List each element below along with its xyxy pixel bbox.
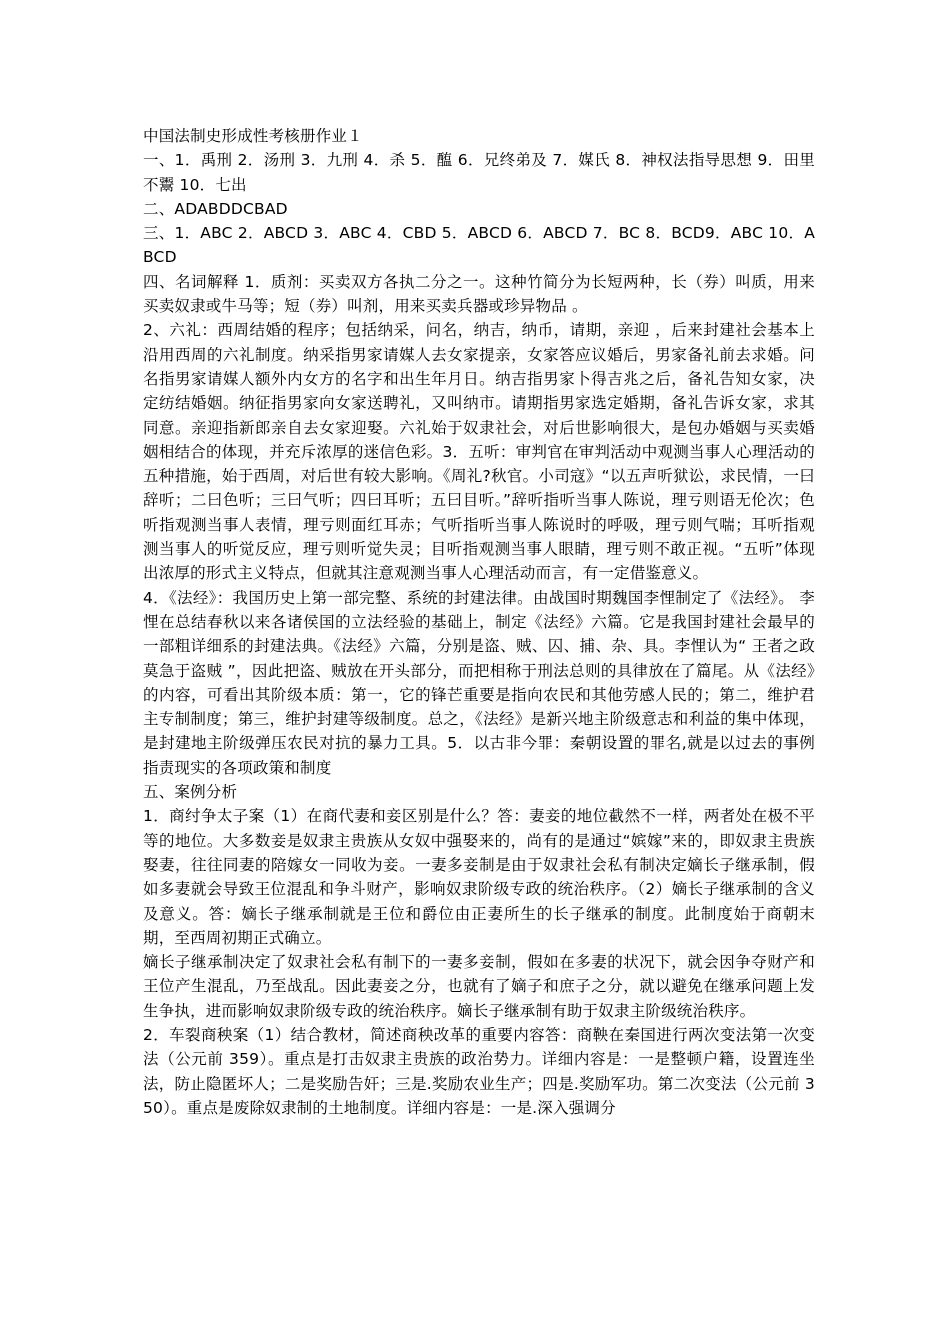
term-explanation-zhiji: 四、名词解释 1．质剂：买卖双方各执二分之一。这种竹简分为长短两种，长（券）叫质，用来买卖奴隶或牛马等；短（券）叫剂，用来买卖兵器或珍异物品 。	[143, 272, 815, 316]
case-analysis-shangzhou: 1．商纣争太子案（1）在商代妻和妾区别是什么？答：妻妾的地位截然不一样，两者处在极不平等的地位。大多数妾是奴隶主贵族从女奴中强娶来的，尚有的是通过“嫔嫁”来的，即奴隶主贵族娶妻，往往同妻的陪嫁女一同收为妾。一妻多妾制是由于奴隶社会私有制决定嫡长子继承制，假如多妻就会导致王位混乱和争斗财产，影响奴隶阶级专政的统治秩序。（2）嫡长子继承制的含义及意义。答：嫡长子继承制就是王位和爵位由正妻所生的长子继承的制度。此制度始于商朝末期，至西周初期正式确立。	[143, 807, 815, 947]
case-analysis-shangyang: 2．车裂商秧案（1）结合教材，简述商秧改革的重要内容答：商鞅在秦国进行两次变法第一次变法（公元前 359）。重点是打击奴隶主贵族的政治势力。详细内容是：一是整顿户籍，设置连坐法，防止隐匿坏人；二是奖励告奸；三是.奖励农业生产；四是.奖励军功。第二次变法（公元前 350）。重点是废除奴隶制的土地制度。详细内容是：一是.深入强调分	[143, 1025, 815, 1117]
section-heading-case-analysis: 五、案例分析	[143, 783, 238, 802]
document-body	[143, 124, 815, 1120]
answers-section-single-choice: 二、ADABDDCBAD	[143, 199, 288, 218]
term-explanation-liuli-wuting: 2、六礼：西周结婚的程序；包括纳采，问名，纳吉，纳币，请期，亲迎 ，后来封建社会基本上沿用西周的六礼制度。纳采指男家请媒人去女家提亲，女家答应议婚后，男家备礼前去求婚。问名指男家请媒人额外内女方的名字和出生年月日。纳吉指男家卜得吉兆之后，备礼告知女家，决定纺结婚姻。纳征指男家向女家送聘礼，又叫纳市。请期指男家选定婚期，备礼告诉女家，求其同意。亲迎指新郎亲自去女家迎娶。六礼始于奴隶社会，对后世影响很大，是包办婚姻与买卖婚姻相结合的体现，并充斥浓厚的迷信色彩。3．五听：审判官在审判活动中观测当事人心理活动的五种措施，始于西周，对后世有较大影响。《周礼?秋官。小司寇》“以五声听狱讼，求民情，一曰辞听；二曰色听；三曰气听；四曰耳听；五曰目听。”辞听指听当事人陈说，理亏则语无伦次；色听指观测当事人表情，理亏则面红耳赤；气听指听当事人陈说时的呼吸，理亏则气喘；耳听指观测当事人的听觉反应，理亏则听觉失灵；目听指观测当事人眼睛，理亏则不敢正视。“五听”体现出浓厚的形式主义特点，但就其注意观测当事人心理活动而言，有一定借鉴意义。	[143, 321, 815, 583]
case-analysis-dizhangzi: 嫡长子继承制决定了奴隶社会私有制下的一妻多妾制，假如在多妻的状况下，就会因争夺财产和王位产生混乱，乃至战乱。因此妻妾之分，也就有了嫡子和庶子之分，就以避免在继承问题上发生争执，进而影响奴隶阶级专政的统治秩序。嫡长子继承制有助于奴隶主阶级统治秩序。	[143, 953, 815, 1020]
answers-section-fill-blank: 一、1．禹刑 2．汤刑 3．九刑 4．杀 5．醢 6．兄终弟及 7．媒氏 8．神权法指导思想 9．田里不鬻 10．七出	[143, 151, 815, 194]
answers-section-multiple-choice: 三、1．ABC 2．ABCD 3．ABC 4．CBD 5．ABCD 6．ABCD 7．BC 8．BCD9．ABC 10．ABCD	[143, 224, 815, 267]
term-explanation-fajing: 4．《法经》：我国历史上第一部完整、系统的封建法律。由战国时期魏国李悝制定了《法经》。 李悝在总结春秋以来各诸侯国的立法经验的基础上，制定《法经》六篇。它是我国封建社会最早的一部粗详细系的封建法典。《法经》六篇，分别是盗、贼、囚、捕、杂、具。李悝认为“ 王者之政莫急于盗贼 ”，因此把盗、贼放在开头部分，而把相称于刑法总则的具律放在了篇尾。从《法经》的内容，可看出其阶级本质：第一，它的锋芒重要是指向农民和其他劳感人民的；第二，维护君主专制制度；第三，维护封建等级制度。总之，《法经》是新兴地主阶级意志和利益的集中体现，是封建地主阶级弹压农民对抗的暴力工具。5．以古非今罪：秦朝设置的罪名,就是以过去的事例指责现实的各项政策和制度	[143, 588, 815, 777]
document-title: 中国法制史形成性考核册作业１	[143, 127, 363, 145]
